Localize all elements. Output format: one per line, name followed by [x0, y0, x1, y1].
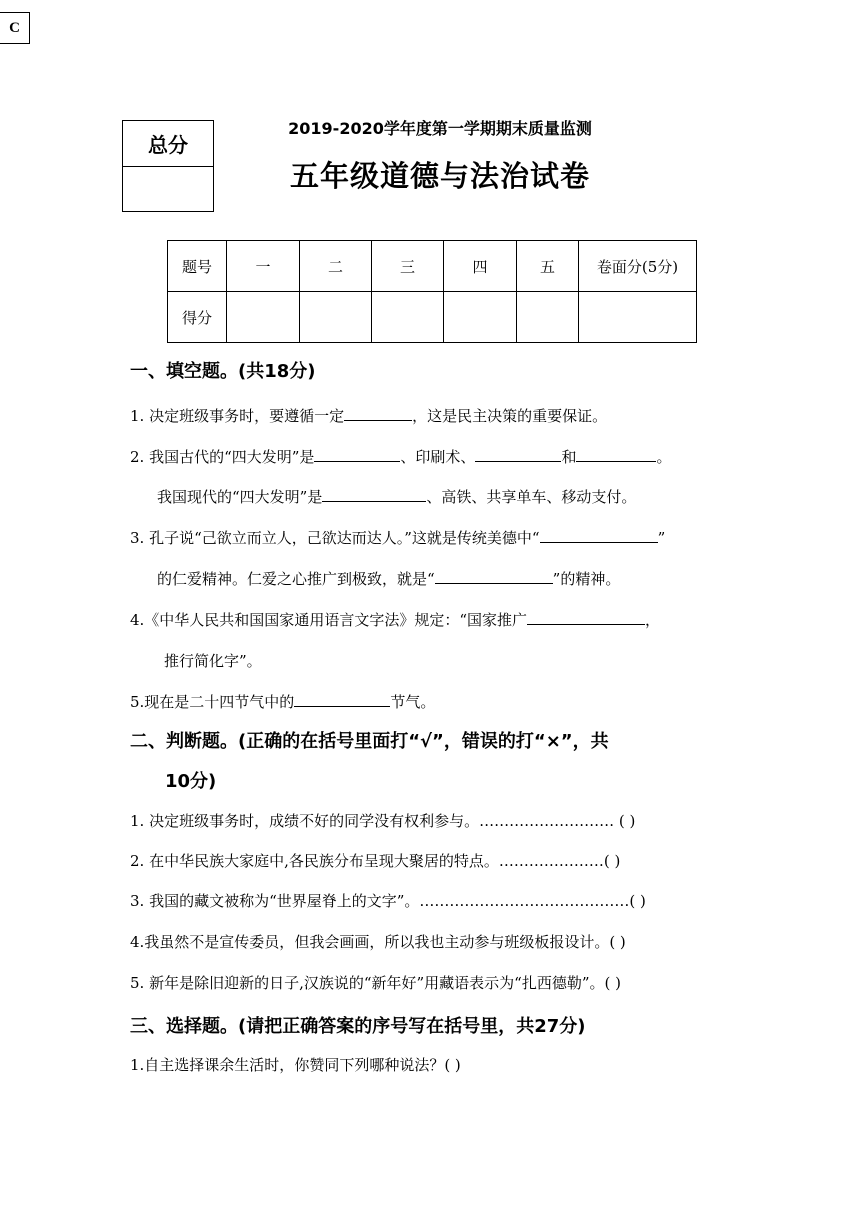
question-text: ”的精神。 — [552, 570, 621, 588]
answer-blank[interactable] — [475, 446, 561, 462]
question-line — [164, 650, 262, 671]
score-header-cell: 三 — [372, 241, 444, 292]
score-cell — [579, 292, 697, 343]
score-cell — [300, 292, 372, 343]
score-header-cell: 四 — [444, 241, 517, 292]
question-text: ， — [644, 611, 660, 629]
question-text: 1. 决定班级事务时，要遵循一定 — [130, 407, 345, 425]
answer-blank[interactable] — [322, 486, 426, 502]
answer-blank[interactable] — [344, 405, 412, 421]
true-false-item: 3. 我国的藏文被称为“世界屋脊上的文字”。……………………………………( ) — [130, 892, 646, 910]
question-text: 。 — [656, 448, 672, 466]
section-heading-true-false-cont: 10分) — [165, 771, 217, 792]
total-score-label: 总分 — [123, 121, 213, 167]
paper-version-label: C — [0, 12, 30, 44]
true-false-item: 2. 在中华民族大家庭中,各民族分布呈现大聚居的特点。…………………( ) — [130, 852, 621, 870]
score-table — [167, 240, 697, 343]
answer-blank[interactable] — [527, 609, 645, 625]
question-text: ” — [657, 529, 666, 547]
answer-blank[interactable] — [540, 527, 658, 543]
question-text: ，这是民主决策的重要保证。 — [412, 407, 608, 425]
section-heading-multiple-choice: 三、选择题。(请把正确答案的序号写在括号里，共27分) — [130, 1016, 586, 1037]
question-line — [130, 691, 435, 712]
question-text: 、印刷术、 — [400, 448, 476, 466]
answer-blank[interactable] — [435, 568, 553, 584]
answer-blank[interactable] — [314, 446, 400, 462]
exam-title: 五年级道德与法治试卷 — [289, 159, 590, 193]
score-cell — [444, 292, 517, 343]
question-line — [157, 568, 620, 589]
total-score-box — [122, 120, 214, 212]
question-text: 4.《中华人民共和国国家通用语言文字法》规定：“国家推广 — [130, 611, 527, 629]
question-text: 节气。 — [390, 693, 436, 711]
question-line — [157, 486, 636, 507]
exam-subtitle: 2019-2020学年度第一学期期末质量监测 — [288, 119, 592, 138]
question-text: 2. 我国古代的“四大发明”是 — [130, 448, 315, 466]
question-line — [130, 527, 665, 548]
score-header-cell: 题号 — [168, 241, 227, 292]
score-cell — [227, 292, 300, 343]
true-false-item: 4.我虽然不是宣传委员，但我会画画，所以我也主动参与班级板报设计。( ) — [130, 933, 626, 951]
answer-blank[interactable] — [294, 691, 390, 707]
answer-blank[interactable] — [576, 446, 656, 462]
question-text: 推行简化字”。 — [164, 652, 262, 670]
question-text: 5.现在是二十四节气中的 — [130, 693, 295, 711]
section-heading-fill-blank: 一、填空题。(共18分) — [130, 361, 316, 382]
score-row-label: 得分 — [168, 292, 227, 343]
question-text: 3. 孔子说“己欲立而立人，己欲达而达人。”这就是传统美德中“ — [130, 529, 540, 547]
question-text: 、高铁、共享单车、移动支付。 — [426, 488, 637, 506]
section-heading-true-false: 二、判断题。(正确的在括号里面打“√”，错误的打“×”，共 — [130, 731, 609, 752]
question-line — [130, 405, 607, 426]
score-table-header-row — [168, 241, 697, 292]
score-header-cell: 二 — [300, 241, 372, 292]
choice-question: 1.自主选择课余生活时，你赞同下列哪种说法？( ) — [130, 1056, 461, 1074]
score-header-cell: 卷面分(5分) — [579, 241, 697, 292]
score-header-cell: 五 — [517, 241, 579, 292]
score-cell — [517, 292, 579, 343]
true-false-item: 5. 新年是除旧迎新的日子,汉族说的“新年好”用藏语表示为“扎西德勒”。( ) — [130, 974, 621, 992]
true-false-item: 1. 决定班级事务时，成绩不好的同学没有权利参与。……………………… ( ) — [130, 812, 636, 830]
question-text: 我国现代的“四大发明”是 — [157, 488, 323, 506]
question-text: 的仁爱精神。仁爱之心推广到极致，就是“ — [157, 570, 435, 588]
score-header-cell: 一 — [227, 241, 300, 292]
score-cell — [372, 292, 444, 343]
score-table-score-row — [168, 292, 697, 343]
question-text: 和 — [561, 448, 577, 466]
question-line — [130, 609, 660, 630]
question-line — [130, 446, 671, 467]
